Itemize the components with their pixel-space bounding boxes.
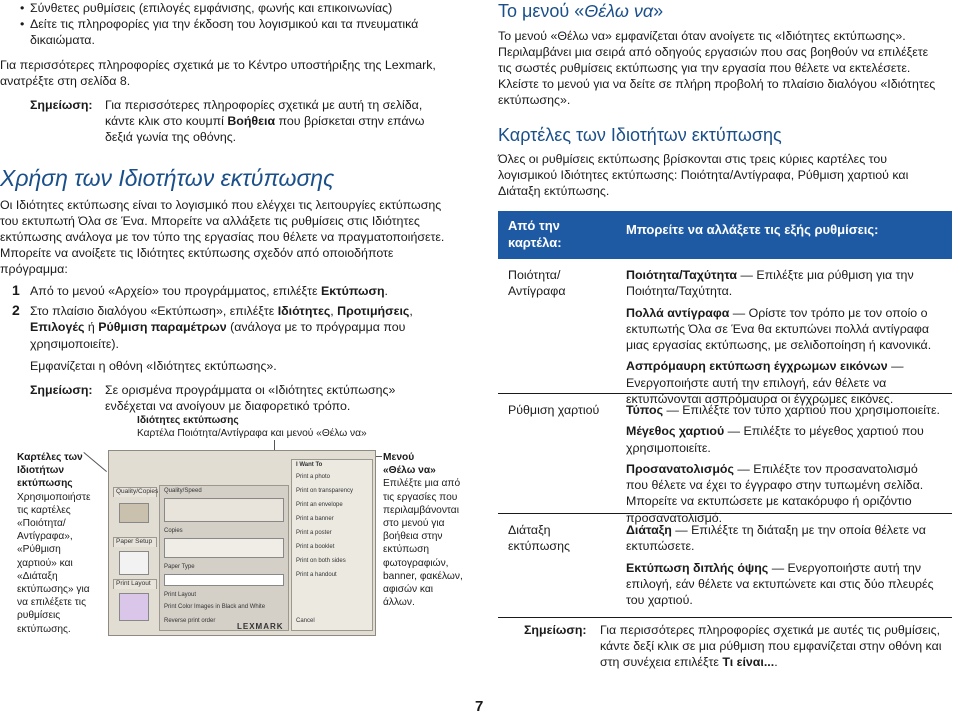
tabs-intro-line1: Όλες οι ρυθμίσεις εκτύπωσης βρίσκονται στις τρεις κύριες καρτέλες του: [498, 152, 888, 166]
note-text-line2: κάντε κλικ στο κουμπί Βοήθεια που βρίσκεται στην επάνω: [105, 114, 425, 128]
left-callout: Καρτέλες των Ιδιοτήτων εκτύπωσης Χρησιμοποιήστε τις καρτέλες «Ποιότητα/ Αντίγραφα», «Ρύθμιση χαρτιού» και «Διάταξη εκτύπωσης» για να επιλέξετε τις ρυθμίσεις εκτύπωσης.: [17, 452, 91, 635]
menu-item-transparency[interactable]: Print on transparency: [296, 488, 354, 494]
table-row: [498, 394, 952, 525]
help-button-ref: Βοήθεια: [227, 114, 276, 128]
intro-line4: Μπορείτε να ανοίξετε τις Ιδιότητες εκτύπωσης σχεδόν από οποιοδήποτε: [0, 246, 394, 260]
row-settings-quality: Ποιότητα/Ταχύτητα — Επιλέξτε μια ρύθμιση για την Ποιότητα/Ταχύτητα. Πολλά αντίγραφα — Ορίστε τον τρόπο με τον οποίο ο εκτυπωτής Όλα σε Ένα θα εκτυπώνει πολλά αντίγραφα μιας εργασίας εκτύπωσης, με σελιδοποίηση ή κανονικά. Ασπρόμαυρη εκτύπωση έγχρωμων εικόνων — Ενεργοποιήστε αυτή την επιλογή, εάν θέλετε να εκτυπώνονται ασπρόμαυρα οι έγχρωμες εικόνες.: [626, 268, 932, 407]
intro-line1: Οι Ιδιότητες εκτύπωσης είναι το λογισμικό που ελέγχει τις λειτουργίες εκτύπωσης: [0, 198, 442, 212]
row-tab-layout: Διάταξη εκτύπωσης: [508, 523, 570, 554]
table-header: [498, 211, 952, 259]
step-2: 2 Στο πλαίσιο διαλόγου «Εκτύπωση», επιλέξτε Ιδιότητες, Προτιμήσεις, Επιλογές ή Ρύθμιση παραμέτρων (ανάλογα με το πρόγραμμα που χρησιμοποιείτε).: [12, 302, 413, 351]
row-settings-paper: Τύπος — Επιλέξτε τον τύπο χαρτιού που χρησιμοποιείτε. Μέγεθος χαρτιού — Επιλέξτε το μέγεθος χαρτιού που χρησιμοποιείτε. Προσανατολισμός — Επιλέξτε τον προσανατολισμό που θέλετε να έχει το έγγραφο στην τυπωμένη σελίδα. Μπορείτε να εκτυπώσετε με κατακόρυφο ή οριζόντιο προσανατολισμό.: [626, 403, 940, 525]
section-title: Χρήση των Ιδιοτήτων εκτύπωσης: [0, 165, 335, 191]
note2-line2: ενδέχεται να ανοίγουν με διαφορετικό τρόπο.: [105, 399, 351, 413]
right-callout: Μενού «Θέλω να» Επιλέξτε μια από τις εργασίες που περιλαμβάνονται στο μενού για βοήθεια στην εκτύπωση φωτογραφιών, banner, φακέλων, αφισών και άλλων.: [383, 452, 463, 609]
bullet-version-info: • Δείτε τις πληροφορίες για την έκδοση του λογισμικού και τα πνευματικά: [30, 16, 418, 32]
copies-box-icon[interactable]: [164, 538, 284, 558]
header-col-settings: Μπορείτε να αλλάξετε τις εξής ρυθμίσεις:: [626, 222, 879, 237]
quality-slider-icon[interactable]: [164, 498, 284, 522]
tabs-intro-line2: λογισμικού Ιδιότητες εκτύπωσης: Ποιότητα/Αντίγραφα, Ρύθμιση χαρτιού και: [498, 168, 909, 182]
table-row: [498, 514, 952, 618]
lexmark-logo: LEXMARK: [237, 622, 284, 631]
bullet-version-info-cont: δικαιώματα.: [30, 33, 95, 47]
note3-line3: στη συνέχεια επιλέξτε Τι είναι....: [600, 655, 778, 669]
appears-line: Εμφανίζεται η οθόνη «Ιδιότητες εκτύπωσης».: [30, 359, 277, 373]
menu-item-both-sides[interactable]: Print on both sides: [296, 558, 346, 564]
menu-item-booklet[interactable]: Print a booklet: [296, 544, 335, 550]
tab-quality-copies[interactable]: Quality/Copies: [113, 487, 157, 497]
menu-title: I Want To: [296, 462, 323, 468]
menu-item-handout[interactable]: Print a handout: [296, 572, 337, 578]
tabs-section-title: Καρτέλες των Ιδιοτήτων εκτύπωσης: [498, 125, 782, 145]
menu-item-cancel[interactable]: Cancel: [296, 618, 315, 624]
figure-caption-sub: Καρτέλα Ποιότητα/Αντίγραφα και μενού «Θέλω να»: [137, 428, 367, 439]
row-tab-paper: Ρύθμιση χαρτιού: [508, 403, 600, 417]
note2-line1: Σε ορισμένα προγράμματα οι «Ιδιότητες εκτύπωσης»: [105, 383, 396, 397]
paper-type-label: Paper Type: [164, 564, 195, 570]
menu-item-envelope[interactable]: Print an envelope: [296, 502, 343, 508]
step-1-number: 1: [12, 282, 20, 298]
paper-type-dropdown-icon[interactable]: [164, 574, 284, 586]
tab-print-layout[interactable]: Print Layout: [113, 579, 157, 589]
what-is-this-ref: Τι είναι...: [722, 655, 775, 669]
settings-table: [498, 211, 952, 618]
intro-line2: του εκτυπωτή Όλα σε Ένα. Μπορείτε να αλλάξετε τις ρυθμίσεις στις Ιδιότητες: [0, 214, 420, 228]
i-want-to-line1: Το μενού «Θέλω να» εμφανίζεται όταν ανοίγετε τις «Ιδιότητες εκτύπωσης».: [498, 29, 906, 43]
paper-thumb-icon: [119, 551, 149, 575]
bullet-advanced-settings: • Σύνθετες ρυθμίσεις (επιλογές εμφάνισης, φωνής και επικοινωνίας): [30, 0, 392, 16]
i-want-to-title: Το μενού «Θέλω να»: [498, 1, 664, 21]
menu-item-poster[interactable]: Print a poster: [296, 530, 332, 536]
figure-caption-title: Ιδιότητες εκτύπωσης: [137, 415, 239, 426]
tabs-intro-line3: Διάταξη εκτύπωσης.: [498, 184, 610, 198]
row-tab-quality: Ποιότητα/ Αντίγραφα: [508, 268, 566, 299]
print-properties-screenshot: [108, 450, 376, 636]
bw-option-label[interactable]: Print Color Images in Black and White: [164, 604, 266, 610]
settings-panel: [159, 485, 289, 631]
menu-item-photo[interactable]: Print a photo: [296, 474, 331, 480]
menu-item-banner[interactable]: Print a banner: [296, 516, 334, 522]
intro-line3: εκτύπωσης ανάλογα με τον τύπο της εργασίας που θέλετε να πραγματοποιήσετε.: [0, 230, 445, 244]
quality-thumb-icon: [119, 503, 149, 523]
note-text-line1: Για περισσότερες πληροφορίες σχετικά με αυτή τη σελίδα,: [105, 98, 423, 112]
reverse-order-label[interactable]: Reverse print order: [164, 618, 216, 624]
note3-line2: κάντε δεξί κλικ σε μια ρύθμιση που εμφανίζεται στην οθόνη και: [600, 639, 942, 653]
print-layout-label: Print Layout: [164, 592, 197, 598]
i-want-to-line5: εκτύπωσης».: [498, 93, 571, 107]
tab-paper-setup[interactable]: Paper Setup: [113, 537, 157, 547]
i-want-to-line4: Κλείστε το μενού για να δείτε σε πλήρη προβολή το πλαίσιο διαλόγου «Ιδιότητες: [498, 77, 936, 91]
header-col-tab: Από την καρτέλα:: [508, 218, 562, 250]
intro-line5: πρόγραμμα:: [0, 262, 68, 276]
note-text-line3: δεξιά γωνία της οθόνης.: [105, 130, 237, 144]
step-1: 1 Από το μενού «Αρχείο» του προγράμματος, επιλέξτε Εκτύπωση.: [12, 282, 388, 298]
i-want-to-menu: [291, 459, 373, 631]
copies-label: Copies: [164, 528, 183, 534]
note3-line1: Για περισσότερες πληροφορίες σχετικά με αυτές τις ρυθμίσεις,: [600, 623, 941, 637]
note-label: Σημείωση:: [30, 98, 93, 112]
lexmark-support-line2: ανατρέξτε στη σελίδα 8.: [0, 74, 131, 88]
i-want-to-line3: τις σωστές ρυθμίσεις εκτύπωσης για την εργασία που θέλετε να εκτελέσετε.: [498, 61, 911, 75]
step-2-number: 2: [12, 302, 20, 318]
quality-speed-label: Quality/Speed: [164, 488, 202, 494]
row-settings-layout: Διάταξη — Επιλέξτε τη διάταξη με την οποία θέλετε να εκτυπώσετε. Εκτύπωση διπλής όψης — Ενεργοποιήστε αυτή την επιλογή, εάν θέλετε να εκτυπώνετε και στις δύο πλευρές του χαρτιού.: [626, 523, 934, 608]
note3-label: Σημείωση:: [524, 623, 587, 637]
i-want-to-line2: Περιλαμβάνει μια σειρά από οδηγούς εργασιών που σας βοηθούν να επιλέξετε: [498, 45, 929, 59]
layout-thumb-icon: [119, 593, 149, 621]
note2-label: Σημείωση:: [30, 383, 93, 397]
table-row: [498, 259, 952, 407]
page-number: 7: [475, 698, 484, 715]
lexmark-support-line1: Για περισσότερες πληροφορίες σχετικά με το Κέντρο υποστήριξης της Lexmark,: [0, 58, 436, 72]
